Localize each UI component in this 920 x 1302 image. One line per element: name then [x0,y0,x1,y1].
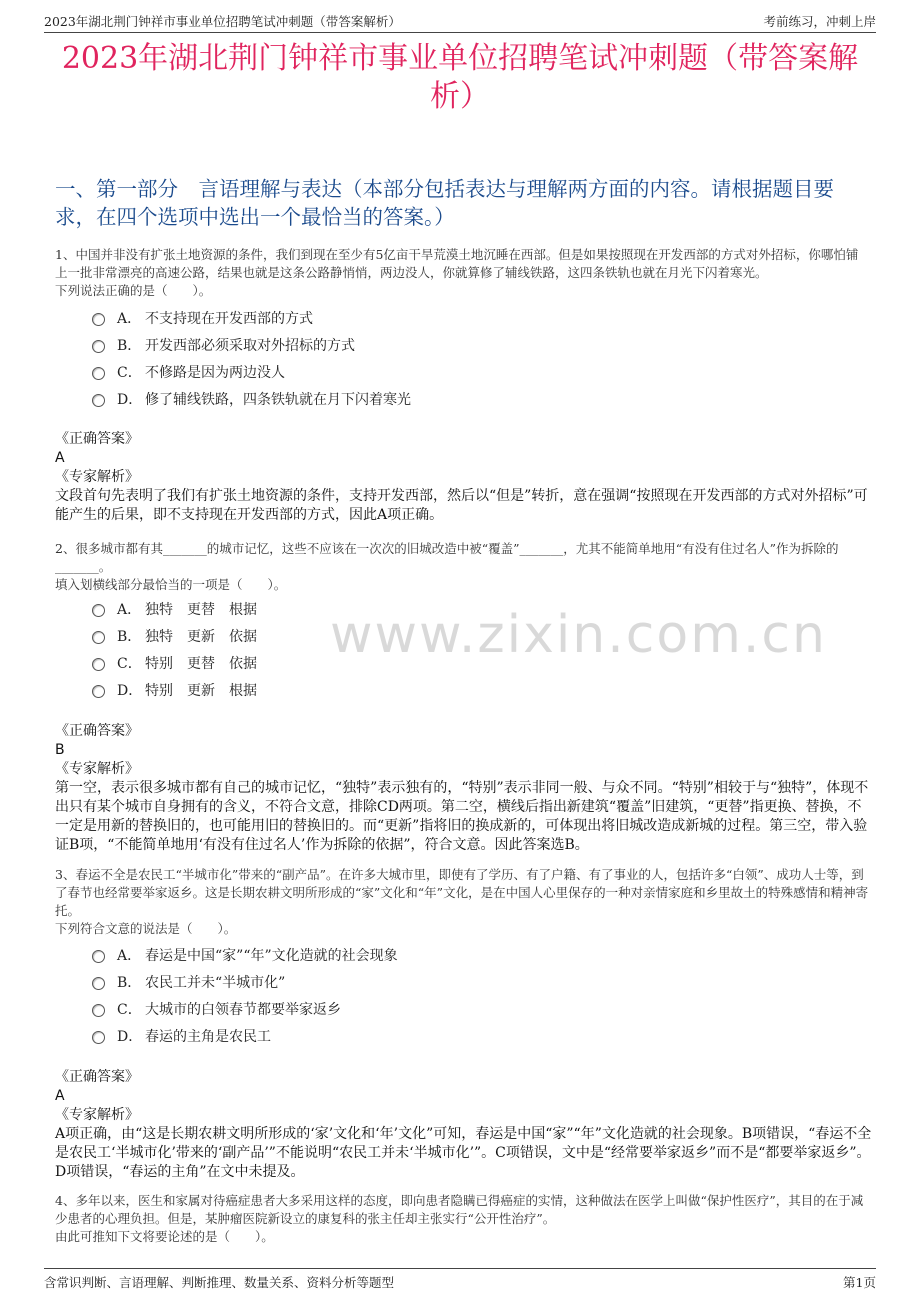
option-d[interactable]: D． 春运的主角是农民工 [92,1022,398,1049]
question-prompt: 下列说法正确的是（ ）。 [55,283,212,298]
header-slogan: 考前练习，冲刺上岸 [763,14,876,29]
question-prompt: 填入划横线部分最恰当的一项是（ ）。 [55,577,287,592]
page-number: 第1页 [843,1275,876,1290]
option-text: 不支持现在开发西部的方式 [145,310,313,327]
radio-icon[interactable] [92,685,105,698]
option-text: 独特 更替 根据 [145,601,257,618]
option-a[interactable]: A． 春运是中国“家”“年”文化造就的社会现象 [92,941,398,968]
answer-block-2 [55,722,872,855]
question-stem: 1、中国并非没有扩张土地资源的条件，我们到现在至少有5亿亩干旱荒漠土地沉睡在西部。但是如果按照现在开发西部的方式对外招标，你哪怕铺上一批非常漂亮的高速公路，结果也就是这条公路静悄悄，两边没人，你就算修了辅线铁路，这四条铁轨也就在月光下闪着寒光。 [55,247,859,280]
option-text: 不修路是因为两边没人 [145,364,285,381]
options-q3 [92,941,398,1049]
analysis-label: 《专家解析》 [55,1107,139,1123]
question-2 [55,540,870,594]
option-text: 春运是中国“家”“年”文化造就的社会现象 [145,947,398,964]
option-text: 独特 更新 依据 [145,628,257,645]
analysis-text: 第一空，表示很多城市都有自己的城市记忆，“独特”表示独有的，“特别”表示非同一般、与众不同。“特别”相较于与“独特”，体现不出只有某个城市自身拥有的含义，不符合文意，排除CD两项。第二空，横线后指出新建筑“覆盖”旧建筑，“更替”指更换、替换，不一定是用新的替换旧的，也可能用旧的替换旧的。而“更新”指将旧的换成新的，可体现出将旧城改造成新城的过程。第三空，带入验证B项，“不能简单地用‘有没有住过名人’作为拆除的依据”，符合文意。因此答案选B。 [55,780,869,853]
question-stem: 2、很多城市都有其_______的城市记忆，这些不应该在一次次的旧城改造中被“覆盖”_______，尤其不能简单地用“有没有住过名人”作为拆除的_______。 [55,541,839,574]
radio-icon[interactable] [92,313,105,326]
option-text: 特别 更替 依据 [145,655,257,672]
radio-icon[interactable] [92,950,105,963]
analysis-text: 文段首句先表明了我们有扩张土地资源的条件，支持开发西部，然后以“但是”转折，意在强调“按照现在开发西部的方式对外招标”可能产生的后果，即不支持现在开发西部的方式，因此A项正确。 [55,488,868,523]
analysis-label: 《专家解析》 [55,761,139,777]
answer-block-1 [55,430,872,525]
options-q1 [92,304,411,412]
answer-label: 《正确答案》 [55,1069,139,1085]
question-stem: 3、春运不全是农民工“半城市化”带来的“副产品”。在许多大城市里，即使有了学历、有了户籍、有了事业的人，包括许多“白领”、成功人士等，到了春节也经常要举家返乡。这是长期农耕文明所形成的“家”文化和“年”文化，是在中国人心里保存的一种对亲情家庭和乡里故土的特殊感情和精神寄托。 [55,867,869,918]
option-a[interactable]: A． 不支持现在开发西部的方式 [92,304,411,331]
option-text: 大城市的白领春节都要举家返乡 [145,1001,341,1018]
analysis-text: A项正确，由“这是长期农耕文明所形成的‘家’文化和‘年’文化”可知，春运是中国“家”“年”文化造就的社会现象。B项错误，“春运不全是农民工‘半城市化’带来的‘副产品’”不能说明“农民工并未‘半城市化’”。C项错误，文中是“经常要举家返乡”而不是“都要举家返乡”。D项错误，“春运的主角”在文中未提及。 [55,1126,872,1180]
question-prompt: 下列符合文意的说法是（ ）。 [55,921,237,936]
footer-description: 含常识判断、言语理解、判断推理、数量关系、资料分析等题型 [44,1275,395,1290]
radio-icon[interactable] [92,604,105,617]
radio-icon[interactable] [92,367,105,380]
analysis-label: 《专家解析》 [55,469,139,485]
question-3 [55,866,870,938]
option-c[interactable]: C． 大城市的白领春节都要举家返乡 [92,995,398,1022]
header-doc-title: 2023年湖北荆门钟祥市事业单位招聘笔试冲刺题（带答案解析） [44,14,401,29]
answer-value: A [55,1088,65,1104]
option-c[interactable]: C． 特别 更替 依据 [92,649,257,676]
radio-icon[interactable] [92,394,105,407]
radio-icon[interactable] [92,658,105,671]
radio-icon[interactable] [92,977,105,990]
option-d[interactable]: D． 特别 更新 根据 [92,676,257,703]
answer-label: 《正确答案》 [55,431,139,447]
question-1 [55,246,870,300]
option-text: 春运的主角是农民工 [145,1028,271,1045]
answer-block-3 [55,1068,872,1182]
page-footer [44,1268,876,1291]
section-heading: 一、第一部分 言语理解与表达（本部分包括表达与理解两方面的内容。请根据题目要求，在四个选项中选出一个最恰当的答案。） [55,177,834,229]
option-d[interactable]: D． 修了辅线铁路，四条铁轨就在月下闪着寒光 [92,385,411,412]
option-text: 修了辅线铁路，四条铁轨就在月下闪着寒光 [145,391,411,408]
option-b[interactable]: B． 独特 更新 依据 [92,622,257,649]
radio-icon[interactable] [92,340,105,353]
options-q2 [92,595,257,703]
document-title: 2023年湖北荆门钟祥市事业单位招聘笔试冲刺题（带答案解析） [61,41,859,114]
question-prompt: 由此可推知下文将要论述的是（ ）。 [55,1229,274,1244]
option-b[interactable]: B． 农民工并未“半城市化” [92,968,398,995]
page-header [44,10,876,33]
radio-icon[interactable] [92,631,105,644]
watermark: www.zixin.com.cn [330,605,827,665]
radio-icon[interactable] [92,1031,105,1044]
option-b[interactable]: B． 开发西部必须采取对外招标的方式 [92,331,411,358]
question-4 [55,1192,870,1246]
radio-icon[interactable] [92,1004,105,1017]
answer-value: B [55,742,65,758]
option-text: 特别 更新 根据 [145,682,257,699]
answer-label: 《正确答案》 [55,723,139,739]
option-a[interactable]: A． 独特 更替 根据 [92,595,257,622]
option-c[interactable]: C． 不修路是因为两边没人 [92,358,411,385]
answer-value: A [55,450,65,466]
option-text: 开发西部必须采取对外招标的方式 [145,337,355,354]
question-stem: 4、多年以来，医生和家属对待癌症患者大多采用这样的态度，即向患者隐瞒已得癌症的实情，这种做法在医学上叫做“保护性医疗”，其目的在于减少患者的心理负担。但是，某肿瘤医院新设立的康复科的张主任却主张实行“公开性治疗”。 [55,1193,864,1226]
option-text: 农民工并未“半城市化” [145,974,286,991]
